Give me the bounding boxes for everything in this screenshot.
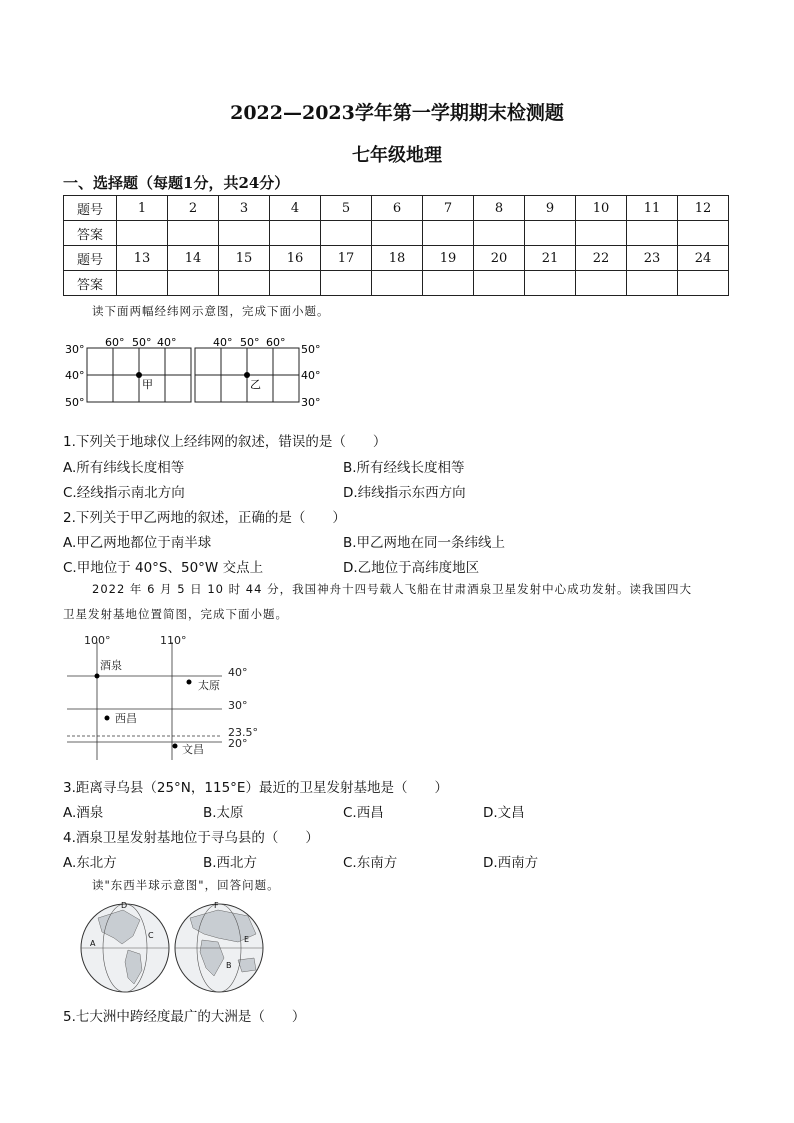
map-label-e: E bbox=[244, 935, 250, 944]
question-1: 1.下列关于地球仪上经纬网的叙述，错误的是（ ） bbox=[63, 434, 387, 450]
table-cell: 10 bbox=[576, 196, 627, 221]
lat-label: 20° bbox=[228, 737, 248, 750]
grid-label: 60° bbox=[105, 336, 125, 349]
map-label-d: D bbox=[121, 901, 128, 910]
table-row bbox=[64, 196, 729, 221]
table-row bbox=[64, 221, 729, 246]
latlon-grid-figure bbox=[60, 336, 330, 414]
answer-cell[interactable] bbox=[678, 221, 729, 246]
question-5: 5.七大洲中跨经度最广的大洲是（ ） bbox=[63, 1009, 306, 1025]
answer-cell[interactable] bbox=[270, 271, 321, 296]
table-cell: 13 bbox=[117, 246, 168, 271]
q2-option-a[interactable]: A.甲乙两地都位于南半球 bbox=[63, 535, 212, 551]
map-label-b: B bbox=[226, 961, 232, 970]
grid-label: 60° bbox=[266, 336, 286, 349]
intro-text-2-line2: 卫星发射基地位置简图，完成下面小题。 bbox=[63, 607, 288, 621]
grid-label: 50° bbox=[301, 343, 321, 356]
answer-cell[interactable] bbox=[423, 271, 474, 296]
answer-cell[interactable] bbox=[219, 271, 270, 296]
answer-cell[interactable] bbox=[270, 221, 321, 246]
table-cell: 18 bbox=[372, 246, 423, 271]
q1-option-b[interactable]: B.所有经线长度相等 bbox=[343, 460, 465, 476]
table-cell: 19 bbox=[423, 246, 474, 271]
q2-option-d[interactable]: D.乙地位于高纬度地区 bbox=[343, 560, 480, 576]
answer-cell[interactable] bbox=[219, 221, 270, 246]
table-cell: 8 bbox=[474, 196, 525, 221]
q3-option-a[interactable]: A.酒泉 bbox=[63, 805, 104, 821]
table-cell: 5 bbox=[321, 196, 372, 221]
map-label-a: A bbox=[90, 939, 96, 948]
table-cell: 9 bbox=[525, 196, 576, 221]
table-cell: 3 bbox=[219, 196, 270, 221]
lon-label: 100° bbox=[84, 634, 111, 647]
table-cell: 4 bbox=[270, 196, 321, 221]
table-cell: 6 bbox=[372, 196, 423, 221]
answer-cell[interactable] bbox=[627, 221, 678, 246]
answer-cell[interactable] bbox=[372, 271, 423, 296]
table-cell: 2 bbox=[168, 196, 219, 221]
row-label: 答案 bbox=[64, 221, 117, 246]
answer-cell[interactable] bbox=[168, 271, 219, 296]
lat-label: 30° bbox=[228, 699, 248, 712]
table-cell: 23 bbox=[627, 246, 678, 271]
answer-cell[interactable] bbox=[117, 221, 168, 246]
table-cell: 16 bbox=[270, 246, 321, 271]
grid-label: 30° bbox=[301, 396, 321, 409]
hemisphere-map bbox=[78, 898, 268, 998]
q3-option-c[interactable]: C.西昌 bbox=[343, 805, 384, 821]
site-label-jiuquan: 酒泉 bbox=[100, 659, 122, 672]
row-label: 题号 bbox=[64, 196, 117, 221]
site-label-xichang: 西昌 bbox=[115, 712, 137, 725]
intro-text-1: 读下面两幅经纬网示意图，完成下面小题。 bbox=[92, 304, 330, 318]
grid-label: 50° bbox=[65, 396, 85, 409]
site-label-wenchang: 文昌 bbox=[182, 743, 204, 756]
question-4: 4.酒泉卫星发射基地位于寻乌县的（ ） bbox=[63, 830, 319, 846]
answer-cell[interactable] bbox=[168, 221, 219, 246]
q3-option-b[interactable]: B.太原 bbox=[203, 805, 244, 821]
row-label: 题号 bbox=[64, 246, 117, 271]
map-label-c: C bbox=[148, 931, 154, 940]
table-cell: 11 bbox=[627, 196, 678, 221]
grid-label: 40° bbox=[65, 369, 85, 382]
table-cell: 12 bbox=[678, 196, 729, 221]
question-2: 2.下列关于甲乙两地的叙述，正确的是（ ） bbox=[63, 510, 346, 526]
table-cell: 22 bbox=[576, 246, 627, 271]
answer-cell[interactable] bbox=[372, 221, 423, 246]
table-cell: 17 bbox=[321, 246, 372, 271]
answer-cell[interactable] bbox=[576, 221, 627, 246]
q2-option-c[interactable]: C.甲地位于 40°S、50°W 交点上 bbox=[63, 560, 264, 576]
lat-label: 23.5° bbox=[228, 726, 258, 739]
point-label-yi: 乙 bbox=[250, 378, 261, 391]
table-cell: 15 bbox=[219, 246, 270, 271]
grid-label: 50° bbox=[132, 336, 152, 349]
grid-label: 40° bbox=[157, 336, 177, 349]
q2-option-b[interactable]: B.甲乙两地在同一条纬线上 bbox=[343, 535, 506, 551]
answer-cell[interactable] bbox=[525, 271, 576, 296]
q4-option-c[interactable]: C.东南方 bbox=[343, 855, 398, 871]
intro-text-3: 读"东西半球示意图"，回答问题。 bbox=[92, 878, 280, 892]
launch-site-map bbox=[62, 632, 272, 762]
answer-cell[interactable] bbox=[474, 271, 525, 296]
page-title: 2022—2023学年第一学期期末检测题 bbox=[230, 102, 564, 124]
row-label: 答案 bbox=[64, 271, 117, 296]
q1-option-c[interactable]: C.经线指示南北方向 bbox=[63, 485, 185, 501]
point-label-jia: 甲 bbox=[142, 378, 153, 391]
lat-label: 40° bbox=[228, 666, 248, 679]
q4-option-d[interactable]: D.西南方 bbox=[483, 855, 539, 871]
q4-option-b[interactable]: B.西北方 bbox=[203, 855, 258, 871]
intro-text-2-line1: 2022 年 6 月 5 日 10 时 44 分，我国神舟十四号载人飞船在甘肃酒泉卫星发射中心成功发射。读我国四大 bbox=[92, 582, 693, 596]
site-label-taiyuan: 太原 bbox=[198, 679, 220, 692]
q3-option-d[interactable]: D.文昌 bbox=[483, 805, 525, 821]
table-cell: 1 bbox=[117, 196, 168, 221]
answer-cell[interactable] bbox=[117, 271, 168, 296]
answer-cell[interactable] bbox=[474, 221, 525, 246]
section-heading: 一、选择题（每题1分，共24分） bbox=[63, 174, 290, 192]
table-cell: 21 bbox=[525, 246, 576, 271]
q1-option-d[interactable]: D.纬线指示东西方向 bbox=[343, 485, 466, 501]
table-cell: 14 bbox=[168, 246, 219, 271]
table-row bbox=[64, 271, 729, 296]
table-cell: 24 bbox=[678, 246, 729, 271]
grid-label: 40° bbox=[301, 369, 321, 382]
lon-label: 110° bbox=[160, 634, 187, 647]
question-3: 3.距离寻乌县（25°N，115°E）最近的卫星发射基地是（ ） bbox=[63, 780, 448, 796]
table-row bbox=[64, 246, 729, 271]
q1-option-a[interactable]: A.所有纬线长度相等 bbox=[63, 460, 185, 476]
answer-cell[interactable] bbox=[423, 221, 474, 246]
answer-cell[interactable] bbox=[321, 271, 372, 296]
page-subtitle: 七年级地理 bbox=[352, 145, 442, 166]
q4-option-a[interactable]: A.东北方 bbox=[63, 855, 117, 871]
grid-label: 50° bbox=[240, 336, 260, 349]
table-cell: 7 bbox=[423, 196, 474, 221]
answer-cell[interactable] bbox=[525, 221, 576, 246]
grid-label: 40° bbox=[213, 336, 233, 349]
table-cell: 20 bbox=[474, 246, 525, 271]
answer-cell[interactable] bbox=[678, 271, 729, 296]
answer-cell[interactable] bbox=[627, 271, 678, 296]
grid-label: 30° bbox=[65, 343, 85, 356]
map-label-f: F bbox=[214, 901, 219, 910]
answer-cell[interactable] bbox=[321, 221, 372, 246]
answer-cell[interactable] bbox=[576, 271, 627, 296]
answer-table bbox=[63, 195, 729, 296]
